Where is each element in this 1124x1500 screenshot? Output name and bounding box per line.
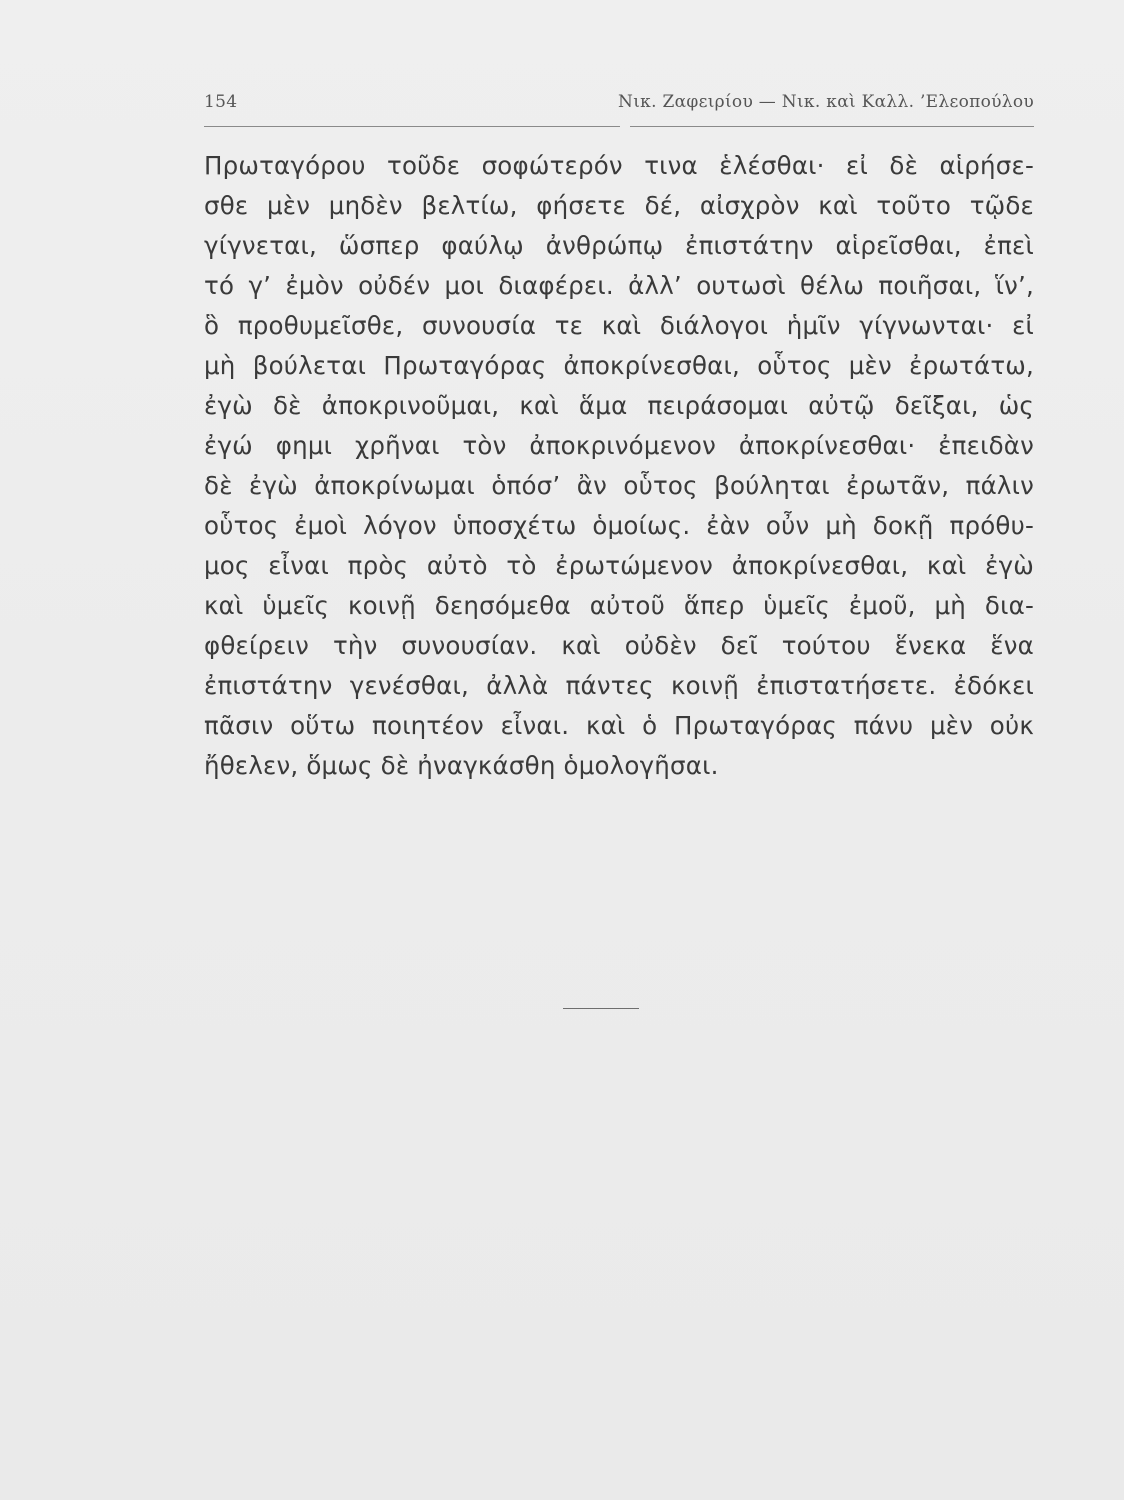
- text-line: οὗτος ἐμοὶ λόγον ὑποσχέτω ὁμοίως. ἐὰν οὖν μὴ δοκῇ πρόθυ-: [204, 511, 1034, 540]
- text-line: καὶ ὑμεῖς κοινῇ δεησόμεθα αὐτοῦ ἅπερ ὑμεῖς ἐμοῦ, μὴ δια-: [204, 591, 1034, 620]
- running-head-title: Νικ. Ζαφειρίου — Νικ. καὶ Καλλ. ’Ελεοπούλου: [618, 92, 1034, 112]
- text-line: ἐγὼ δὲ ἀποκρινοῦμαι, καὶ ἅμα πειράσομαι αὐτῷ δεῖξαι, ὡς: [204, 391, 1034, 420]
- text-line: σθε μὲν μηδὲν βελτίω, φήσετε δέ, αἰσχρὸν καὶ τοῦτο τῷδε: [204, 191, 1034, 220]
- text-line: δὲ ἐγὼ ἀποκρίνωμαι ὁπόσ’ ἂν οὗτος βούληται ἐρωτᾶν, πάλιν: [204, 471, 1034, 500]
- text-line: ὃ προθυμεῖσθε, συνουσία τε καὶ διάλογοι ἡμῖν γίγνωνται· εἰ: [204, 311, 1034, 340]
- text-line: μὴ βούλεται Πρωταγόρας ἀποκρίνεσθαι, οὗτος μὲν ἐρωτάτω,: [204, 351, 1034, 380]
- text-line: ἐπιστάτην γενέσθαι, ἀλλὰ πάντες κοινῇ ἐπιστατήσετε. ἐδόκει: [204, 671, 1034, 700]
- header-rule-left: [204, 126, 620, 127]
- text-line: τό γ’ ἐμὸν οὐδέν μοι διαφέρει. ἀλλ’ ουτωσὶ θέλω ποιῆσαι, ἵν’,: [204, 271, 1034, 300]
- text-line: μος εἶναι πρὸς αὐτὸ τὸ ἐρωτώμενον ἀποκρίνεσθαι, καὶ ἐγὼ: [204, 551, 1034, 580]
- page-number: 154: [204, 92, 238, 112]
- text-line: ἤθελεν, ὅμως δὲ ἠναγκάσθη ὁμολογῆσαι.: [204, 751, 719, 780]
- text-line: φθείρειν τὴν συνουσίαν. καὶ οὐδὲν δεῖ τούτου ἕνεκα ἕνα: [204, 631, 1034, 660]
- text-line: πᾶσιν οὕτω ποιητέον εἶναι. καὶ ὁ Πρωταγόρας πάνυ μὲν οὐκ: [204, 711, 1034, 740]
- header-rule-right: [630, 126, 1034, 127]
- running-header: [204, 92, 1034, 122]
- section-end-rule: [563, 1008, 639, 1009]
- text-line: ἐγώ φημι χρῆναι τὸν ἀποκρινόμενον ἀποκρίνεσθαι· ἐπειδὰν: [204, 431, 1034, 460]
- text-line: γίγνεται, ὥσπερ φαύλῳ ἀνθρώπῳ ἐπιστάτην αἱρεῖσθαι, ἐπεὶ: [204, 231, 1034, 260]
- body-text: [204, 146, 1034, 786]
- text-line: Πρωταγόρου τοῦδε σοφώτερόν τινα ἑλέσθαι· εἰ δὲ αἱρήσε-: [204, 151, 1034, 180]
